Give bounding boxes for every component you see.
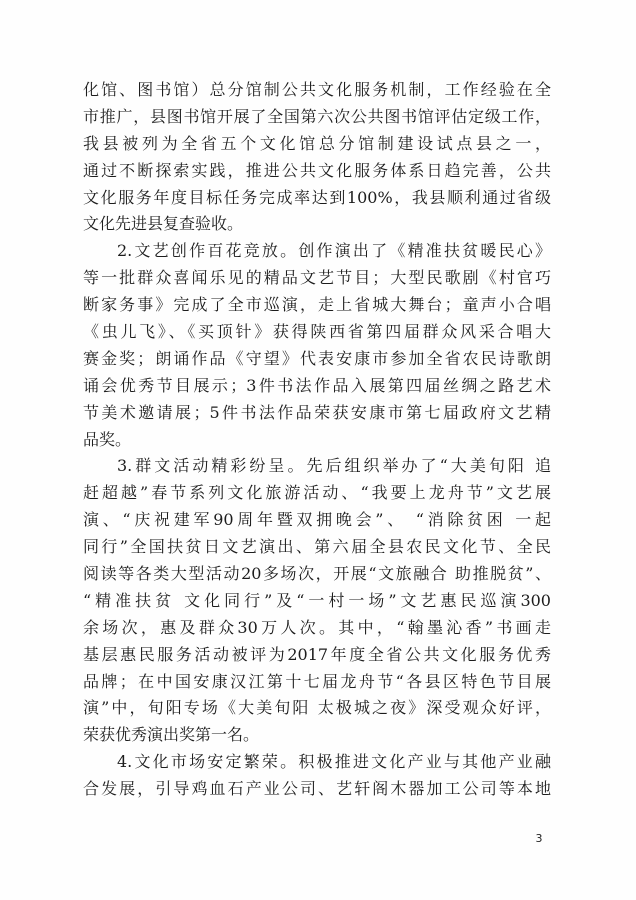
text-line: 等一批群众喜闻乐见的精品文艺节目；大型民歌剧《村官巧 bbox=[83, 268, 551, 288]
page-number: 3 bbox=[535, 832, 543, 845]
text-line: 2.文艺创作百花竞放。创作演出了《精准扶贫暖民心》 bbox=[117, 241, 551, 261]
text-line: 我县被列为全省五个文化馆总分馆制建设试点县之一， bbox=[83, 133, 551, 153]
text-line: 文化先进县复查验收。 bbox=[83, 214, 244, 234]
text-line: 断家务事》完成了全市巡演，走上省城大舞台；童声小合唱 bbox=[83, 295, 551, 315]
text-line: 通过不断探索实践，推进公共文化服务体系日趋完善，公共 bbox=[83, 160, 551, 180]
text-line: 3.群文活动精彩纷呈。先后组织举办了“大美旬阳 追 bbox=[117, 456, 551, 476]
text-line: 赛金奖；朗诵作品《守望》代表安康市参加全省农民诗歌朗 bbox=[83, 348, 551, 368]
text-line: 合发展，引导鸡血石产业公司、艺轩阁木器加工公司等本地 bbox=[83, 779, 551, 799]
text-line: “精准扶贫 文化同行”及“一村一场”文艺惠民巡演300 bbox=[83, 590, 551, 610]
text-line: 阅读等各类大型活动20多场次，开展“文旅融合 助推脱贫”、 bbox=[83, 564, 551, 584]
text-line: 4.文化市场安定繁荣。积极推进文化产业与其他产业融 bbox=[117, 752, 551, 772]
text-line: 余场次，惠及群众30万人次。其中，“翰墨沁香”书画走 bbox=[83, 617, 551, 637]
text-line: 文化服务年度目标任务完成率达到100%，我县顺利通过省级 bbox=[83, 187, 551, 207]
paragraph-2 bbox=[83, 238, 551, 453]
text-line: 荣获优秀演出奖第一名。 bbox=[83, 725, 260, 745]
body-text bbox=[83, 77, 551, 803]
text-line: 市推广，县图书馆开展了全国第六次公共图书馆评估定级工作， bbox=[83, 106, 551, 126]
text-line: 品奖。 bbox=[83, 429, 132, 449]
text-line: 基层惠民服务活动被评为2017年度全省公共文化服务优秀 bbox=[83, 644, 551, 664]
text-line: 赶超越”春节系列文化旅游活动、“我要上龙舟节”文艺展 bbox=[83, 483, 551, 503]
text-line: 化馆、图书馆）总分馆制公共文化服务机制，工作经验在全 bbox=[83, 80, 551, 99]
text-line: 同行”全国扶贫日文艺演出、第六届全县农民文化节、全民 bbox=[83, 537, 551, 557]
paragraph-1 bbox=[83, 77, 551, 238]
paragraph-4 bbox=[83, 749, 551, 803]
text-line: 品牌；在中国安康汉江第十七届龙舟节“各县区特色节目展 bbox=[83, 671, 551, 691]
text-line: 演”中，旬阳专场《大美旬阳 太极城之夜》深受观众好评， bbox=[83, 698, 551, 718]
text-line: 节美术邀请展；5件书法作品荣获安康市第七届政府文艺精 bbox=[83, 402, 551, 422]
paragraph-3 bbox=[83, 453, 551, 749]
text-line: 演、“庆祝建军90周年暨双拥晚会”、 “消除贫困 一起 bbox=[83, 510, 551, 530]
text-line: 诵会优秀节目展示；3件书法作品入展第四届丝绸之路艺术 bbox=[83, 375, 551, 395]
text-line: 《虫儿飞》、《买顶针》获得陕西省第四届群众风采合唱大 bbox=[83, 322, 551, 342]
